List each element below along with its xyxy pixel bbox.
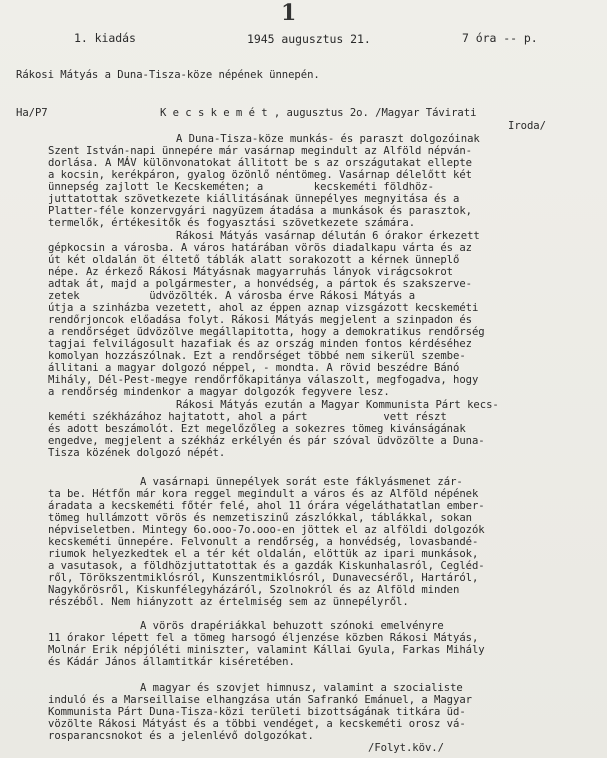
body-line: adtak át, majd a polgármester, a honvédség, a pártok és szakszerve- <box>48 278 472 290</box>
body-line: Rákosi Mátyás ezután a Magyar Kommunista Párt kecs- <box>176 399 499 411</box>
body-line: ről, Törökszentmiklósról, Kunszentmiklósról, Dunavecséről, Hartáról, <box>48 572 479 584</box>
article-title: Rákosi Mátyás a Duna-Tisza-köze népének ünnepén. <box>16 69 320 81</box>
body-line: részéből. Nem hiányzott az értelmiség sem az ünnepélyről. <box>48 596 409 608</box>
dateline-place-date: K e c s k e m é t , augusztus 2o. /Magyar Távirati <box>160 107 477 119</box>
body-line: állitani a magyar dolgozó néppel, - mondta. A rövid beszédre Bánó <box>48 362 460 374</box>
body-line: tagjai felvilágosult hazafiak és az ország minden fontos kérdéséhez <box>48 338 472 350</box>
body-line: Szent István-napi ünnepére már vasárnap megindult az Alföld népván- <box>48 145 472 157</box>
body-line: A vörös drapériákkal behuzott szónoki emelvényre <box>140 620 444 632</box>
body-line: tömeg hullámzott vörös és nemzetiszinű zászlókkal, táblákkal, sokan <box>48 512 472 524</box>
continuation-note: /Folyt.köv./ <box>368 742 444 754</box>
body-line: A vasárnapi ünnepélyek sorát este fáklyásmenet zár- <box>140 476 463 488</box>
body-line: út két oldalán öt éltető táblák alatt sorakozott a kérnek ünneplő <box>48 254 460 266</box>
body-line: rosparancsnokot és a jelenlévő dolgozókat. <box>48 730 314 742</box>
body-line: gépkocsin a városba. A város határában vörös diadalkapu várta és az <box>48 242 472 254</box>
body-line: Platter-féle konzervgyári nagyüzem átadása a munkások és parasztok, <box>48 205 472 217</box>
body-line: induló és a Marseillaise elhangzása után Safrankó Emánuel, a Magyar <box>48 694 472 706</box>
body-line: komolyan hozzászólnak. Ezt a rendőrséget többé nem sikerül szembe- <box>48 350 466 362</box>
body-line: zetek üdvözölték. A városba érve Rákosi Mátyás a <box>48 290 416 302</box>
body-line: Nagykőrösről, Kiskunfélegyházáról, Szolnokról és az Alföld minden <box>48 584 460 596</box>
body-line: útja a szinházba vezetett, ahol az éppen aznap vizsgázott kecskeméti <box>48 302 479 314</box>
body-line: népe. Az érkező Rákosi Mátyásnak magyarruhás lányok virágcsokrot <box>48 266 453 278</box>
body-line: ta be. Hétfőn már kora reggel megindult a város és az Alföld népének <box>48 488 479 500</box>
body-line: termelők, értékesitők és fogyasztási szövetkezete számára. <box>48 217 416 229</box>
body-line: ünnepség zajlott le Kecskeméten; a kecskeméti földhöz- <box>48 181 435 193</box>
body-line: kecskeméti ünnepére. Felvonult a rendőrség, a honvédség, lovasbandé- <box>48 536 479 548</box>
dateline-agency: Iroda/ <box>508 120 546 132</box>
body-line: riumok helyezkedtek el a tér két oldalán, elöttük az ipari munkások, <box>48 548 479 560</box>
body-line: Tisza közének dolgozó népét. <box>48 447 226 459</box>
body-line: áradata a kecskeméti főtér felé, ahol 11 órára végeláthatatlan ember- <box>48 500 485 512</box>
body-line: rendőrjoncok előadása folyt. Rákosi Mátyás megjelent a szinpadon és <box>48 314 472 326</box>
dateline-code: Ha/P7 <box>16 107 48 119</box>
body-line: vözölte Rákosi Mátyást és a többi vendéget, a kecskeméti orosz vá- <box>48 718 466 730</box>
body-line: keméti székházához hajtatott, ahol a párt vett részt <box>48 411 447 423</box>
body-line: Mihály, Dél-Pest-megye rendőrfőkapitánya válaszolt, megfogadva, hogy <box>48 374 479 386</box>
body-line: Kommunista Párt Duna-Tisza-közi területi bizottságának titkára üd- <box>48 706 466 718</box>
page-number-mark: 1 <box>281 0 297 26</box>
issue-date: 1945 augusztus 21. <box>247 32 371 46</box>
body-line: a rendőrséget üdvözölve megállapitotta, hogy a demokratikus rendőrség <box>48 326 485 338</box>
body-line: a kocsin, kerékpáron, gyalog özönlő néntömeg. Vasárnap délelőtt két <box>48 169 472 181</box>
body-line: és adott beszámolót. Ezt megelőzőleg a sokezres tömeg kivánságának <box>48 423 466 435</box>
body-line: juttatottak szövetkezete kiállitásának ünnepélyes megnyitása és a <box>48 193 460 205</box>
body-line: dorlása. A MÁV különvonatokat állitott be s az országutakat ellepte <box>48 157 472 169</box>
body-line: a rendőrség mindenkor a magyar dolgozók fegyvere lesz. <box>48 386 390 398</box>
issue-time: 7 óra -- p. <box>462 31 538 45</box>
body-line: engedve, megjelent a székház erkélyén és pár szóval üdvözölte a Duna- <box>48 435 485 447</box>
body-line: népviseletben. Mintegy 6o.ooo-7o.ooo-en jöttek el az alföldi dolgozók <box>48 524 485 536</box>
body-line: A Duna-Tisza-köze munkás- és paraszt dolgozóinak <box>176 133 480 145</box>
body-line: A magyar és szovjet himnusz, valamint a szocialiste <box>140 682 463 694</box>
body-line: Rákosi Mátyás vasárnap délután 6 órakor érkezett <box>176 230 480 242</box>
body-line: a vasutasok, a földhözjuttatottak és a gazdák Kiskunhalasról, Cegléd- <box>48 560 485 572</box>
body-line: 11 órakor lépett fel a tömeg harsogó éljenzése közben Rákosi Mátyás, <box>48 632 479 644</box>
body-line: és Kádár János államtitkár kiséretében. <box>48 656 295 668</box>
issue-number: 1. kiadás <box>74 31 136 45</box>
body-line: Molnár Erik népjóléti miniszter, valamint Kállai Gyula, Farkas Mihály <box>48 644 485 656</box>
